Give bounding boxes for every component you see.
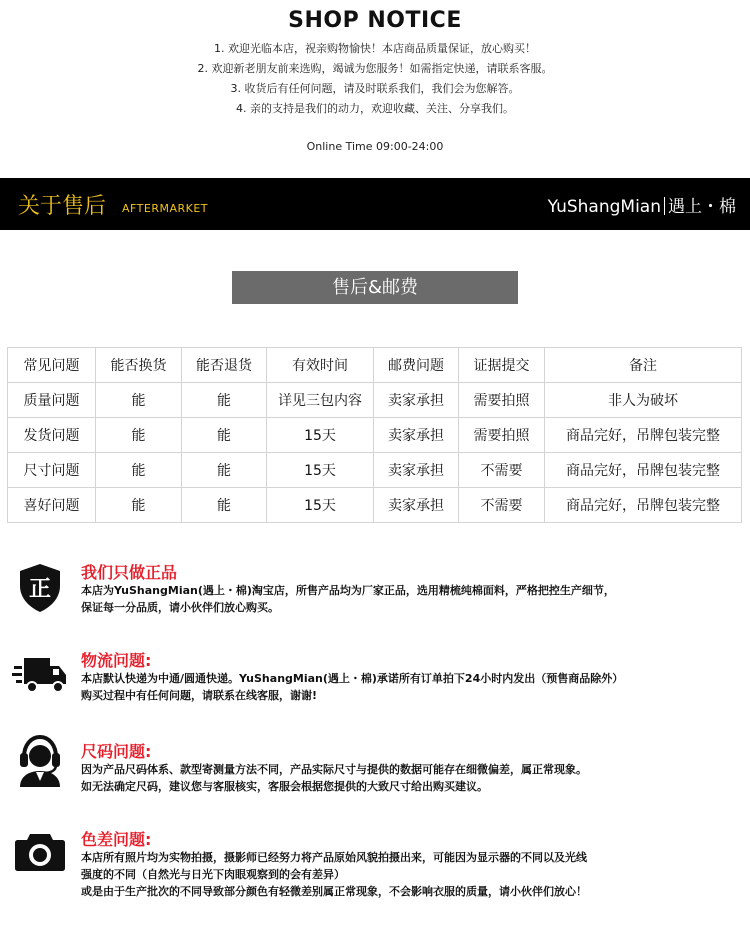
info-title: 物流问题: [81,651,152,670]
online-time: Online Time 09:00-24:00 [306,140,444,153]
shield-icon [12,560,68,616]
table-cell: 15天 [267,453,374,488]
table-cell: 商品完好，吊牌包装完整 [545,453,742,488]
table-cell: 不需要 [459,453,545,488]
table-cell: 商品完好，吊牌包装完整 [545,488,742,523]
table-cell: 卖家承担 [374,418,459,453]
table-row [8,453,742,488]
table-cell: 不需要 [459,488,545,523]
customer-service-icon [12,731,68,787]
notice-line: 3. 收货后有任何问题，请及时联系我们，我们会为您解答。 [230,82,520,95]
table-cell: 能 [182,418,267,453]
camera-icon [12,822,68,878]
table-header-cell: 邮费问题 [374,348,459,383]
info-line: 购买过程中有任何问题，请联系在线客服，谢谢! [81,689,318,702]
table-cell: 15天 [267,418,374,453]
info-line: 如无法确定尺码，建议您与客服核实，客服会根据您提供的大致尺寸给出购买建议。 [81,780,488,793]
info-title: 尺码问题: [81,742,152,761]
table-header-cell: 有效时间 [267,348,374,383]
info-line: 或是由于生产批次的不同导致部分颜色有轻微差别属正常现象，不会影响衣服的质量，请小伙伴们放心！ [81,885,587,898]
table-cell: 能 [96,383,182,418]
aftermarket-banner [0,178,750,230]
table-row [8,488,742,523]
notice-line: 4. 亲的支持是我们的动力，欢迎收藏、关注、分享我们。 [236,102,514,115]
table-cell: 发货问题 [8,418,96,453]
table-cell: 需要拍照 [459,383,545,418]
table-cell: 需要拍照 [459,418,545,453]
table-cell: 卖家承担 [374,383,459,418]
info-title: 色差问题: [81,830,152,849]
section-label: 售后&邮费 [232,271,518,304]
info-line: 本店所有照片均为实物拍摄，摄影师已经努力将产品原始风貌拍摄出来，可能因为显示器的不同以及光线 [81,851,587,864]
info-body [81,670,741,704]
table-cell: 卖家承担 [374,453,459,488]
shield-icon-label: 正 [28,577,52,602]
info-line: 本店为YuShangMian(遇上・棉)淘宝店，所售产品均为厂家正品，选用精梳纯棉面料，严格把控生产细节， [81,584,615,597]
info-body [81,849,741,900]
table-cell: 15天 [267,488,374,523]
banner-en-title: AFTERMARKET [122,202,209,215]
banner-cn-title: 关于售后 [18,194,107,219]
table-cell: 详见三包内容 [267,383,374,418]
table-header-cell: 能否退货 [182,348,267,383]
table-cell: 能 [96,453,182,488]
brand-divider [664,197,665,215]
table-cell: 能 [182,383,267,418]
info-line: 强度的不同（自然光与日光下肉眼观察到的会有差异） [81,868,345,881]
table-row [8,418,742,453]
table-header-row [8,348,742,383]
info-title: 我们只做正品 [81,563,178,582]
info-body [81,582,741,616]
table-cell: 卖家承担 [374,488,459,523]
brand-en: YuShangMian [547,197,661,217]
info-line: 本店默认快递为中通/圆通快递。YuShangMian(遇上・棉)承诺所有订单拍下24小时内发出（预售商品除外） [81,672,624,685]
after-sales-table [7,347,742,523]
table-row [8,383,742,418]
brand-cn: 遇上・棉 [668,197,736,217]
table-cell: 喜好问题 [8,488,96,523]
info-line: 保证每一分品质，请小伙伴们放心购买。 [81,601,279,614]
table-cell: 商品完好，吊牌包装完整 [545,418,742,453]
table-header-cell: 证据提交 [459,348,545,383]
table-cell: 质量问题 [8,383,96,418]
table-cell: 能 [182,453,267,488]
table-cell: 能 [96,418,182,453]
table-header-cell: 备注 [545,348,742,383]
table-header-cell: 常见问题 [8,348,96,383]
notice-title: SHOP NOTICE [288,8,462,33]
table-cell: 非人为破坏 [545,383,742,418]
table-cell: 能 [96,488,182,523]
notice-line: 2. 欢迎新老朋友前来选购，竭诚为您服务！如需指定快递，请联系客服。 [197,62,553,75]
brand-logo [548,192,736,217]
notice-line: 1. 欢迎光临本店，祝亲购物愉快！本店商品质量保证，放心购买！ [214,42,536,55]
table-header-cell: 能否换货 [96,348,182,383]
table-cell: 能 [182,488,267,523]
table-cell: 尺寸问题 [8,453,96,488]
info-line: 因为产品尺码体系、款型寄测量方法不同，产品实际尺寸与提供的数据可能存在细微偏差，属正常现象。 [81,763,587,776]
info-body [81,761,741,795]
truck-icon [12,644,68,700]
